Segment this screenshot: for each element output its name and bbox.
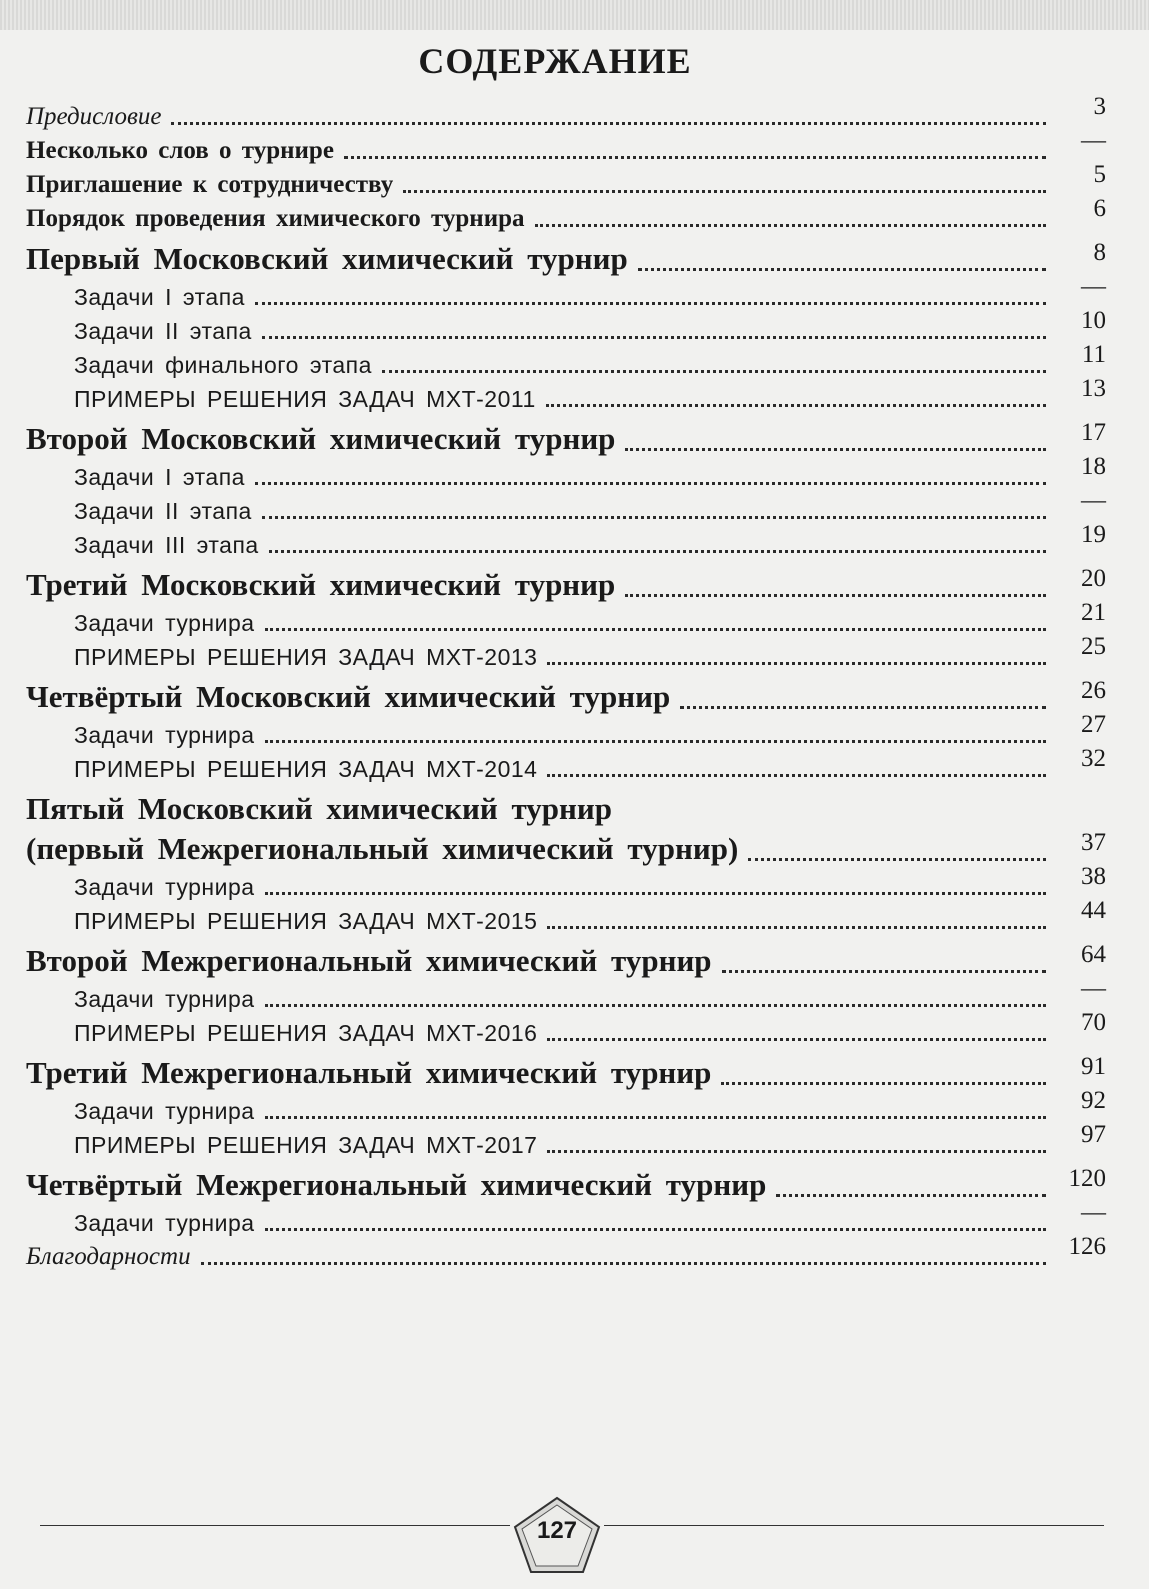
- toc-page-number: 20: [1081, 565, 1106, 592]
- dot-leader: [748, 857, 1046, 861]
- toc-subentry[interactable]: [26, 897, 1106, 935]
- toc-label: Первый Московский химический турнир: [26, 241, 628, 276]
- page-number: 127: [536, 1517, 578, 1544]
- toc-subentry[interactable]: [26, 273, 1106, 311]
- toc-label: Четвёртый Московский химический турнир: [26, 679, 671, 714]
- footer-rule-right: [604, 1525, 1104, 1526]
- dot-leader: [201, 1261, 1046, 1265]
- toc-label: Задачи финального этапа: [74, 352, 372, 378]
- scan-top-edge: [0, 0, 1149, 30]
- toc-entry-preface[interactable]: [26, 95, 1106, 131]
- toc-label: Задачи турнира: [74, 874, 255, 900]
- dot-leader: [680, 705, 1046, 709]
- dot-leader: [638, 267, 1046, 271]
- toc-page-number: 38: [1081, 863, 1106, 890]
- toc-page-number: —: [1081, 127, 1106, 154]
- toc-label: Задачи турнира: [74, 1098, 255, 1124]
- toc-page-number: 25: [1081, 633, 1106, 660]
- toc-label: Задачи III этапа: [74, 532, 259, 558]
- toc-page-number: —: [1081, 1199, 1106, 1226]
- toc-page-number: 19: [1081, 521, 1106, 548]
- toc-label: Задачи I этапа: [74, 284, 245, 310]
- toc-subentry[interactable]: [26, 1087, 1106, 1125]
- toc-subentry[interactable]: [26, 1009, 1106, 1047]
- toc-subentry[interactable]: [26, 453, 1106, 491]
- toc-subentry[interactable]: [26, 633, 1106, 671]
- toc-subentry[interactable]: [26, 975, 1106, 1013]
- dot-leader: [265, 891, 1046, 895]
- dot-leader: [262, 515, 1046, 519]
- dot-leader: [403, 189, 1046, 193]
- toc-page-number: 27: [1081, 711, 1106, 738]
- toc-subentry[interactable]: [26, 521, 1106, 559]
- toc-entry-procedure[interactable]: [26, 195, 1106, 233]
- dot-leader: [776, 1193, 1046, 1197]
- toc-section-fifth-moscow-line1[interactable]: Пятый Московский химический турнир: [26, 791, 613, 826]
- dot-leader: [255, 301, 1046, 305]
- toc-subentry[interactable]: [26, 1199, 1106, 1237]
- toc-entry-about[interactable]: [26, 127, 1106, 165]
- toc-label: Задачи турнира: [74, 1210, 255, 1236]
- toc-label: Задачи турнира: [74, 610, 255, 636]
- dot-leader: [265, 1115, 1046, 1119]
- toc-label: Несколько слов о турнире: [26, 137, 334, 164]
- toc-page-number: 64: [1081, 941, 1106, 968]
- dot-leader: [344, 155, 1046, 159]
- toc-page-number: 21: [1081, 599, 1106, 626]
- toc-page-number: 8: [1093, 239, 1106, 266]
- toc-label: ПРИМЕРЫ РЕШЕНИЯ ЗАДАЧ МХТ-2013: [74, 644, 538, 670]
- toc-label: Благодарности: [26, 1243, 191, 1270]
- toc-subentry[interactable]: [26, 375, 1106, 413]
- toc-section-fourth-moscow[interactable]: [26, 677, 1106, 715]
- toc-page-number: 3: [1093, 93, 1106, 120]
- page-title: СОДЕРЖАНИЕ: [418, 41, 692, 81]
- toc-section-third-moscow[interactable]: [26, 565, 1106, 603]
- toc-label: Второй Московский химический турнир: [26, 421, 616, 456]
- toc-section-second-interregional[interactable]: [26, 941, 1106, 979]
- toc-entry-invitation[interactable]: [26, 161, 1106, 199]
- dot-leader: [625, 447, 1046, 451]
- toc-page-number: 5: [1093, 161, 1106, 188]
- toc-label: ПРИМЕРЫ РЕШЕНИЯ ЗАДАЧ МХТ-2011: [74, 386, 536, 412]
- toc-subentry[interactable]: [26, 863, 1106, 901]
- toc-label: Третий Московский химический турнир: [26, 567, 616, 602]
- dot-leader: [269, 549, 1046, 553]
- toc-page-number: —: [1081, 487, 1106, 514]
- toc-label: Задачи II этапа: [74, 498, 252, 524]
- dot-leader: [547, 661, 1046, 665]
- toc-section-fourth-interregional[interactable]: [26, 1165, 1106, 1203]
- toc-label: Задачи турнира: [74, 986, 255, 1012]
- toc-label: Предисловие: [26, 103, 162, 130]
- dot-leader: [382, 369, 1046, 373]
- toc-page-number: 10: [1081, 307, 1106, 334]
- dot-leader: [722, 969, 1046, 973]
- dot-leader: [547, 1037, 1046, 1041]
- toc-page-number: 37: [1081, 829, 1106, 856]
- dot-leader: [535, 223, 1046, 227]
- toc-page-number: 92: [1081, 1087, 1106, 1114]
- toc-page-number: 97: [1081, 1121, 1106, 1148]
- toc-subentry[interactable]: [26, 599, 1106, 637]
- toc-label: Приглашение к сотрудничеству: [26, 171, 394, 198]
- dot-leader: [171, 121, 1046, 125]
- toc-page-number: 44: [1081, 897, 1106, 924]
- toc-page-number: 120: [1068, 1165, 1106, 1192]
- dot-leader: [265, 739, 1046, 743]
- toc-subentry[interactable]: [26, 1121, 1106, 1159]
- toc-page-number: 32: [1081, 745, 1106, 772]
- dot-leader: [547, 925, 1046, 929]
- toc-page-number: 11: [1081, 341, 1106, 368]
- toc-page-number: 26: [1081, 677, 1106, 704]
- toc-page-number: 126: [1068, 1233, 1106, 1260]
- toc-label: Задачи I этапа: [74, 464, 245, 490]
- toc-label: ПРИМЕРЫ РЕШЕНИЯ ЗАДАЧ МХТ-2016: [74, 1020, 538, 1046]
- toc-subentry[interactable]: [26, 307, 1106, 345]
- toc-page-number: —: [1081, 975, 1106, 1002]
- toc-subentry[interactable]: [26, 341, 1106, 379]
- dot-leader: [265, 1003, 1046, 1007]
- dot-leader: [255, 481, 1046, 485]
- toc-page-number: —: [1081, 273, 1106, 300]
- toc-subentry[interactable]: [26, 487, 1106, 525]
- toc-section-first-moscow[interactable]: [26, 239, 1106, 277]
- toc-label: ПРИМЕРЫ РЕШЕНИЯ ЗАДАЧ МХТ-2015: [74, 908, 538, 934]
- footer-rule-left: [40, 1525, 510, 1526]
- page-footer: [0, 1495, 1149, 1575]
- toc-label: Порядок проведения химического турнира: [26, 205, 525, 232]
- dot-leader: [546, 403, 1046, 407]
- toc-page-number: 18: [1081, 453, 1106, 480]
- toc-label: Четвёртый Межрегиональный химический турнир: [26, 1167, 767, 1202]
- toc-entry-acknowledgements[interactable]: [26, 1233, 1106, 1271]
- toc-label: Задачи турнира: [74, 722, 255, 748]
- toc-label: Задачи II этапа: [74, 318, 252, 344]
- toc-label: Третий Межрегиональный химический турнир: [26, 1055, 712, 1090]
- dot-leader: [265, 627, 1046, 631]
- toc-label: Второй Межрегиональный химический турнир: [26, 943, 712, 978]
- toc-section-third-interregional[interactable]: [26, 1053, 1106, 1091]
- toc-label: (первый Межрегиональный химический турнир): [26, 831, 739, 866]
- toc-page-number: 17: [1081, 419, 1106, 446]
- toc-section-fifth-moscow[interactable]: [26, 829, 1106, 867]
- toc-page-number: 6: [1093, 195, 1106, 222]
- dot-leader: [547, 773, 1046, 777]
- toc-page-number: 91: [1081, 1053, 1106, 1080]
- dot-leader: [547, 1149, 1046, 1153]
- dot-leader: [265, 1227, 1046, 1231]
- toc-label: ПРИМЕРЫ РЕШЕНИЯ ЗАДАЧ МХТ-2017: [74, 1132, 538, 1158]
- table-of-contents: [26, 95, 1106, 1271]
- toc-subentry[interactable]: [26, 745, 1106, 783]
- dot-leader: [262, 335, 1046, 339]
- dot-leader: [625, 593, 1046, 597]
- toc-page-number: 70: [1081, 1009, 1106, 1036]
- toc-subentry[interactable]: [26, 711, 1106, 749]
- toc-label: ПРИМЕРЫ РЕШЕНИЯ ЗАДАЧ МХТ-2014: [74, 756, 538, 782]
- toc-section-second-moscow[interactable]: [26, 419, 1106, 457]
- dot-leader: [721, 1081, 1046, 1085]
- toc-page-number: 13: [1081, 375, 1106, 402]
